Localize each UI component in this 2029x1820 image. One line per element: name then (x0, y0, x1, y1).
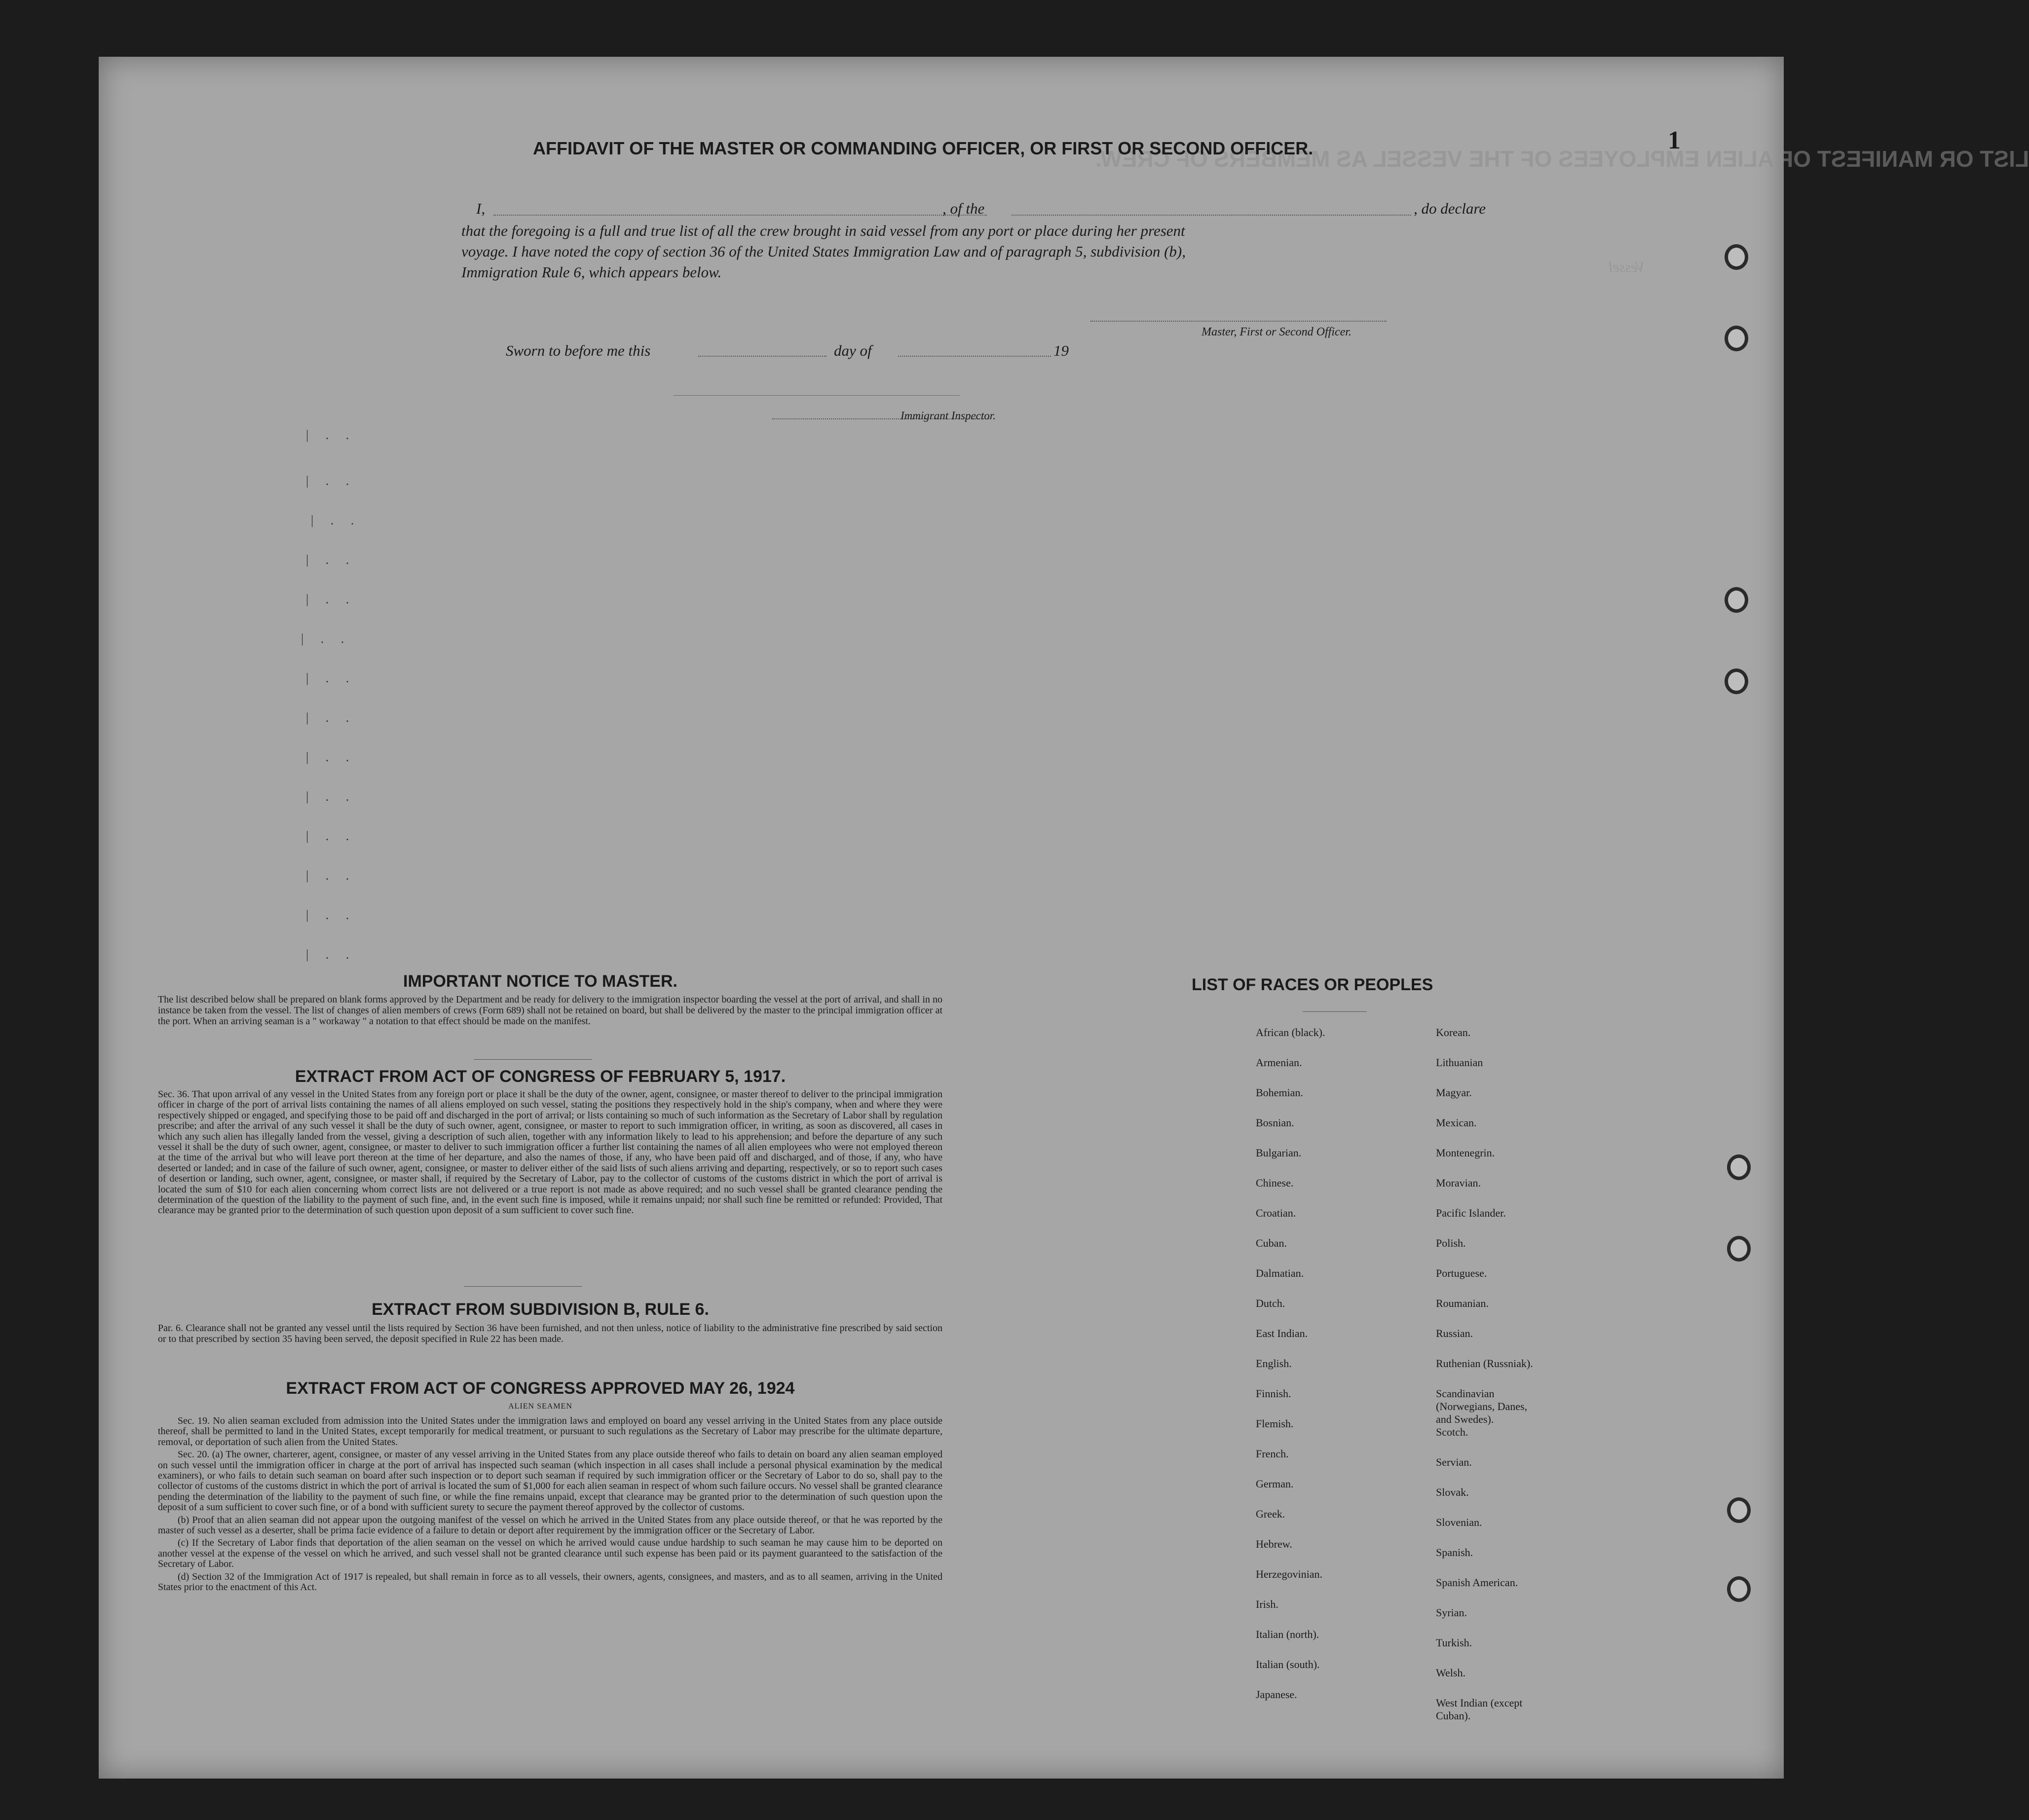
binder-hole (1727, 1576, 1751, 1602)
race-item: Portuguese. (1436, 1267, 1487, 1279)
race-item: East Indian. (1256, 1327, 1308, 1339)
race-item: Korean. (1436, 1026, 1471, 1039)
day-of-label: day of (834, 342, 872, 359)
affidavit-vessel-field[interactable] (1012, 215, 1411, 216)
page-number: 1 (1668, 126, 1681, 154)
race-item: Flemish. (1256, 1417, 1294, 1430)
race-item: Spanish. (1436, 1546, 1473, 1559)
race-item: French. (1256, 1448, 1289, 1460)
race-item: Bosnian. (1256, 1116, 1294, 1129)
races-title: LIST OF RACES OR PEOPLES (1192, 975, 1433, 994)
sec20d-text: (d) Section 32 of the Immigration Act of 1917 is repealed, but shall remain in force as to all vessels, their owners, agents, consignees, and masters, and as to all seamen, arriving in the United States prior to the enactment of this Act. (158, 1571, 942, 1593)
race-item: English. (1256, 1357, 1292, 1370)
races-left-column (1155, 1026, 1352, 1718)
race-item: West Indian (except Cuban). (1436, 1697, 1523, 1722)
race-item: Ruthenian (Russniak). (1436, 1357, 1533, 1370)
extract-1924-subtitle: ALIEN SEAMEN (508, 1402, 572, 1411)
race-item: Croatian. (1256, 1207, 1296, 1219)
extract-1917-title: EXTRACT FROM ACT OF CONGRESS OF FEBRUARY 5, 1917. (295, 1067, 786, 1086)
race-item: Slovenian. (1436, 1516, 1482, 1528)
race-item: Magyar. (1436, 1086, 1472, 1099)
sec20a-text: Sec. 20. (a) The owner, charterer, agent, consignee, or master of any vessel arriving in the United States from any place outside thereof who fails to detain on board any alien seaman employed on such vessel until the immigration officer in charge at the port of arrival has inspected such seaman (which inspection in all cases shall include a personal physical examination by the medical examiners), or who fails to detain such seaman on board after such inspection or to deport such seaman if required by such immigration officer or the Secretary of Labor to do so, shall pay to the collector of customs of the customs district in which the port of arrival is located the sum of $1,000 for each alien seaman in respect of whom such failure occurs. No vessel shall be granted clearance pending the determination of the liability to the payment of such fine, or while the fine remains unpaid, except that clearance may be granted prior to the determination of such question upon the deposit of a sum sufficient to cover such fine, or of a bond with sufficient surety to secure the payment thereof approved by the collector of customs. (158, 1449, 942, 1513)
race-item: Greek. (1256, 1508, 1285, 1520)
race-item: Scandinavian (Norwegians, Danes, and Swedes). (1436, 1387, 1528, 1425)
divider (464, 1286, 582, 1287)
race-item: Turkish. (1436, 1636, 1472, 1649)
sec20b-text: (b) Proof that an alien seaman did not appear upon the outgoing manifest of the vessel on which he arrived in the United States from any place outside thereof, or that he was reported by the master of such vessel as a deserter, shall be prima facie evidence of a failure to detain or deport after requirement by the immigration officer or the Secretary of Labor. (158, 1514, 942, 1536)
sworn-label: Sworn to before me this (506, 342, 651, 359)
race-item: Roumanian. (1436, 1297, 1489, 1309)
affidavit-name-field[interactable] (493, 215, 987, 216)
race-item: Lithuanian (1436, 1056, 1483, 1069)
extract-rule6-text: Par. 6. Clearance shall not be granted any vessel until the lists required by Section 36 have been furnished, and not then unless, notice of liability to the administrative fine prescribed by said section or to that prescribed by section 35 having been served, the deposit specified in Rule 22 has been made. (158, 1323, 942, 1344)
race-item: Armenian. (1256, 1056, 1302, 1069)
binder-hole (1725, 326, 1748, 351)
race-item: Dutch. (1256, 1297, 1285, 1309)
ghost-vessel-label: Vessel (1609, 259, 1645, 275)
divider (1303, 1011, 1367, 1012)
race-item: Japanese. (1256, 1688, 1297, 1701)
sworn-day-field[interactable] (698, 356, 827, 357)
race-item: Finnish. (1256, 1387, 1291, 1400)
race-item: Spanish American. (1436, 1576, 1518, 1589)
race-item: Mexican. (1436, 1116, 1477, 1129)
year-label: 19 (1053, 342, 1069, 359)
binder-hole (1727, 1154, 1751, 1180)
race-item: Moravian. (1436, 1177, 1481, 1189)
sec19-text: Sec. 19. No alien seaman excluded from admission into the United States under the immigration laws and employed on board any vessel arriving in the United States from any place outside thereof, shall be permitted to land in the United States, except temporarily for medical treatment, or pursuant to such regulations as the Secretary of Labor may prescribe for the ultimate departure, removal, or deportation of such alien from the United States. (158, 1415, 942, 1448)
race-item: Irish. (1256, 1598, 1278, 1610)
race-item: Hebrew. (1256, 1538, 1292, 1550)
binder-hole (1725, 587, 1748, 613)
race-item: Cuban. (1256, 1237, 1287, 1249)
affidavit-do-declare: , do declare (1414, 200, 1486, 217)
affidavit-body-line2: voyage. I have noted the copy of section 36 of the United States Immigration Law and of paragraph 5, subdivision (b), (461, 243, 1186, 260)
race-item: Herzegovinian. (1256, 1568, 1322, 1580)
binder-hole (1725, 244, 1748, 270)
race-item: African (black). (1256, 1026, 1325, 1039)
race-item: Montenegrin. (1436, 1147, 1495, 1159)
important-notice-title: IMPORTANT NOTICE TO MASTER. (403, 972, 677, 991)
race-item: Chinese. (1256, 1177, 1294, 1189)
race-item: Servian. (1436, 1456, 1472, 1468)
race-item: Russian. (1436, 1327, 1473, 1339)
important-notice-text: The list described below shall be prepared on blank forms approved by the Department and be ready for delivery to the immigration inspector boarding the vessel at the port of arrival, and shall in no instance be taken from the vessel. The list of changes of alien members of crews (Form 689) shall not be retained on board, but shall be delivered by the master to the principal immigration officer at the port. When an arriving seaman is a " workaway " a notation to that effect should be made on the manifest. (158, 994, 942, 1027)
races-right-column (1335, 1026, 1542, 1727)
race-item: Bulgarian. (1256, 1147, 1302, 1159)
race-item: Polish. (1436, 1237, 1466, 1249)
race-item: Dalmatian. (1256, 1267, 1304, 1279)
extract-rule6-title: EXTRACT FROM SUBDIVISION B, RULE 6. (372, 1300, 709, 1319)
affidavit-body-line1: that the foregoing is a full and true list of all the crew brought in said vessel from any port or place during her present (461, 222, 1185, 239)
affidavit-body-line3: Immigration Rule 6, which appears below. (461, 263, 722, 281)
inspector-label: Immigrant Inspector. (901, 409, 996, 422)
race-item: Syrian. (1436, 1606, 1467, 1619)
binder-hole (1725, 669, 1748, 694)
document-page: LIST OR MANIFEST OF ALIEN EMPLOYEES OF THE VESSEL AS MEMBERS OF CREW. Vessel 1 AFFIDAVIT OF THE MASTER OR COMMANDING OFFICER, OR FIRST OR SECOND OFFICER. I, , of the , do declare that the foregoing is a full and true list of all the crew brought in said vessel from any port or place during her present voyage. I have noted the copy of section 36 of the United States Immigration Law and of paragraph 5, subdivision (b), Immigration Rule 6, which appears below. Master, First or Second Officer. Sworn to before me this day of 19 Immigrant Inspector. | . . | . . | . . | . . | . . | . . | . . | . . | . . | . . | . . | . . | . . | . . IMPORTANT NOTICE TO MASTER. The list described below shall be prepared on blank forms approved by the Department and be ready for delivery to the immigration inspector boarding the vessel at the port of arrival, and shall in no instance be taken from the vessel. The list of changes of alien members of crews (Form 689) shall not be retained on board, but shall be delivered by the master to the principal immigration officer at the port. When an arriving seaman is a " workaway " a notation to that effect should be made on the manifest. EXTRACT FROM ACT OF CONGRESS OF FEBRUARY 5, 1917. Sec. 36. That upon arrival of any vessel in the United States from any foreign port or place it shall be the duty of the owner, agent, consignee, or master thereof to deliver to the principal immigration officer in charge of the port of arrival lists containing the names of all aliens employed on such vessel, stating the positions they respectively hold in the ship's company, when and where they were respectively shipped or engaged, and specifying those to be paid off and discharged in the port of arrival; or lists containing so much of such information as the Secretary of Labor shall by regulation prescribe; and after the arrival of any such vessel it shall be the duty of such owner, agent, consignee, or master to report to such immigration officer, in writing, as soon as discovered, all cases in which any such alien has illegally landed from the vessel, giving a description of such alien, together with any information likely to lead to his apprehension; and before the departure of any such vessel it shall be the duty of such owner, agent, consignee, or master to deliver to such immigration officer a further list containing the names of all alien employees who were not employed thereon at the time of the arrival but who will leave port thereon at the time of her departure, and also the names of those, if any, who have been paid off and discharged, and of those, if any, who have deserted or landed; and in case of the failure of such owner, agent, consignee, or master to deliver either of the said lists of such aliens arriving and departing, respectively, or so to report such cases of desertion or landing, such owner, agent, consignee, or master shall, if required by the Secretary of Labor, pay to the collector of customs of the customs district in which the port of arrival is located the sum of $10 for each alien concerning whom correct lists are not delivered or a true report is not made as above required; and no such vessel shall be granted clearance pending the determination of the question of the liability to the payment of such fine, and, in the event such fine is imposed, while it remains unpaid; nor shall such fine be remitted or refunded: Provided, That clearance may be granted prior to the determination of such question upon deposit of a sum sufficient to cover such fine. EXTRACT FROM SUBDIVISION B, RULE 6. Par. 6. Clearance shall not be granted any vessel until the lists required by Section 36 have been furnished, and not then unless, notice of liability to the administrative fine prescribed by said section or to that prescribed by section 35 having been served, the deposit specified in Rule 22 has been made. EXTRACT FROM ACT OF CONGRESS APPROVED MAY 26, 1924 ALIEN SEAMEN Sec. 19. No alien seaman excluded from admission into the United States under the immigration laws and employed on board any vessel arriving in the United States from any place outside thereof, shall be permitted to land in the United States, except temporarily for medical treatment, or pursuant to such regulations as the Secretary of Labor may prescribe for the ultimate departure, removal, or deportation of such alien from the United States. Sec. 20. (a) The owner, charterer, agent, consignee, or master of any vessel arriving in the United States from any place outside thereof who fails to detain on board any alien seaman employed on such vessel until the immigration officer in charge at the port of arrival has inspected such seaman (which inspection in all cases shall include a personal physical examination by the medical examiners), or who fails to detain such seaman on board after such inspection or to deport such seaman if required by such immigration officer or the Secretary of Labor to do so, shall pay to the collector of customs of the customs district in which the port of arrival is located the sum of $1,000 for each alien seaman in respect of whom such failure occurs. No vessel shall be granted clearance pending the determination of the liability to the payment of such fine, or while the fine remains unpaid, except that clearance may be granted prior to the determination of such question upon the deposit of a sum sufficient to cover such fine, or of a bond with sufficient surety to secure the payment thereof approved by the collector of customs. (b) Proof that an alien seaman did not appear upon the outgoing manifest of the vessel on which he arrived in the United States from any place outside thereof, or that he was reported by the master of such vessel as a deserter, shall be prima facie evidence of a failure to detain or deport after requirement by the immigration officer or the Secretary of Labor. (c) If the Secretary of Labor finds that deportation of the alien seaman on the vessel on which he arrived would cause undue hardship to such seaman he may cause him to be deported on another vessel at the expense of the vessel on which he arrived, and such vessel shall not be granted clearance until such expense has been paid or its payment guaranteed to the satisfaction of the Secretary of Labor. (d) Section 32 of the Immigration Act of 1917 is repealed, but shall remain in force as to all vessels, their owners, agents, consignees, and masters, and as to all seamen, arriving in the United States prior to the enactment of this Act. LIST OF RACES OR PEOPLES African (black). Armenian. Bohemian. Bosnian. Bulgarian. Chinese. Croatian. Cuban. Dalmatian. Dutch. East Indian. English. Finnish. Flemish. French. German. Greek. Hebrew. Herzegovinian. Irish. Italian (north). Italian (south). Japanese. Korean. Lithuanian Magyar. Mexican. Montenegrin. Moravian. Pacific Islander. Polish. Portuguese. Roumanian. Russian. Ruthenian (Russniak). Scandinavian (Norwegians, Danes, and Swedes). Scotch. Servian. Slovak. Slovenian. Spanish. Spanish American. Syrian. Turkish. Welsh. West Indian (except Cuban). (99, 57, 1784, 1779)
binder-hole (1727, 1236, 1751, 1262)
master-signature-label: Master, First or Second Officer. (1202, 326, 1352, 338)
race-item: Pacific Islander. (1436, 1207, 1506, 1219)
extract-1917-text: Sec. 36. That upon arrival of any vessel in the United States from any foreign port or place it shall be the duty of the owner, agent, consignee, or master thereof to deliver to the principal immigration officer in charge of the port of arrival lists containing the names of all aliens employed on such vessel, stating the positions they respectively hold in the ship's company, when and where they were respectively shipped or engaged, and specifying those to be paid off and discharged in the port of arrival; or lists containing so much of such information as the Secretary of Labor shall by regulation prescribe; and after the arrival of any such vessel it shall be the duty of such owner, agent, consignee, or master to report to such immigration officer, in writing, as soon as discovered, all cases in which any such alien has illegally landed from the vessel, giving a description of such alien, together with any information likely to lead to his apprehension; and before the departure of any such vessel it shall be the duty of such owner, agent, consignee, or master to deliver to such immigration officer a further list containing the names of all alien employees who were not employed thereon at the time of the arrival but who will leave port thereon at the time of her departure, and also the names of those, if any, who have been paid off and discharged, and of those, if any, who have deserted or landed; and in case of the failure of such owner, agent, consignee, or master to deliver either of the said lists of such aliens arriving and departing, respectively, or so to report such cases of desertion or landing, such owner, agent, consignee, or master shall, if required by the Secretary of Labor, pay to the collector of customs of the customs district in which the port of arrival is located the sum of $10 for each alien concerning whom correct lists are not delivered or a true report is not made as above required; and no such vessel shall be granted clearance pending the determination of the question of the liability to the payment of such fine, and, in the event such fine is imposed, while it remains unpaid; nor shall such fine be remitted or refunded: Provided, That clearance may be granted prior to the determination of such question upon deposit of a sum sufficient to cover such fine. (158, 1089, 942, 1216)
divider (474, 1059, 592, 1060)
sworn-month-field[interactable] (898, 356, 1051, 357)
sec20c-text: (c) If the Secretary of Labor finds that deportation of the alien seaman on the vessel on which he arrived would cause undue hardship to such seaman he may cause him to be deported on another vessel at the expense of the vessel on which he arrived, and such vessel shall not be granted clearance until such expense has been paid or its payment guaranteed to the satisfaction of the Secretary of Labor. (158, 1537, 942, 1570)
affidavit-title: AFFIDAVIT OF THE MASTER OR COMMANDING OFFICER, OR FIRST OR SECOND OFFICER. (533, 138, 1314, 158)
race-item: German. (1256, 1478, 1294, 1490)
master-signature-field[interactable] (1090, 321, 1387, 322)
affidavit-of-the: , of the (942, 200, 985, 217)
ghost-header: LIST OR MANIFEST OF ALIEN EMPLOYEES OF THE VESSEL AS MEMBERS OF CREW. (1095, 146, 2029, 172)
extract-1924-text (158, 1416, 942, 1595)
affidavit-i-label: I, (476, 200, 486, 217)
race-item: Slovak. (1436, 1486, 1469, 1498)
race-item: Welsh. (1436, 1667, 1465, 1679)
race-item: Italian (south). (1256, 1658, 1320, 1671)
race-item: Scotch. (1436, 1426, 1468, 1438)
race-item: Italian (north). (1256, 1628, 1319, 1640)
binder-hole (1727, 1497, 1751, 1523)
race-item: Bohemian. (1256, 1086, 1303, 1099)
inspector-signature-line (674, 395, 960, 396)
extract-1924-title: EXTRACT FROM ACT OF CONGRESS APPROVED MAY 26, 1924 (286, 1379, 795, 1398)
